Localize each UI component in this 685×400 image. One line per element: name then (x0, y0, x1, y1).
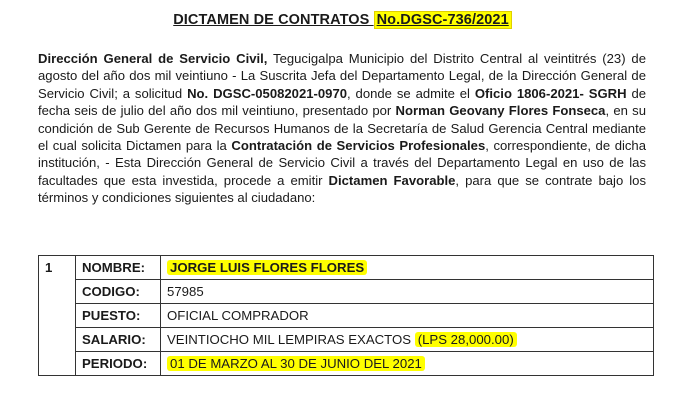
body-bold-3: Oficio 1806-2021- SGRH (474, 85, 627, 101)
body-text-5: , correspondiente, de dicha institución, - Esta Dirección General de Servicio Civil a través del Departamento Legal en uso de las facultades que esta investida, procede a emitir (38, 138, 646, 188)
table-row (39, 256, 654, 280)
label-codigo: CODIGO: (76, 280, 161, 304)
nombre-highlight: JORGE LUIS FLORES FLORES (167, 260, 367, 275)
value-codigo: 57985 (161, 280, 654, 304)
table-row (39, 304, 654, 328)
row-number: 1 (39, 256, 76, 376)
body-bold-2: No. DGSC-05082021-0970 (187, 85, 348, 101)
salario-highlight: (LPS 28,000.00) (415, 332, 517, 347)
body-bold-5: Contratación de Servicios Profesionales (231, 138, 486, 154)
value-nombre (161, 256, 654, 280)
body-text-4: , en su condición de Sub Gerente de Recursos Humanos de la Secretaría de Salud Gerencia Central mediante el cual solicita Dictamen para la (38, 103, 646, 154)
label-periodo: PERIODO: (76, 352, 161, 376)
title-number: No.DGSC-736/2021 (374, 11, 512, 29)
table-row (39, 352, 654, 376)
value-periodo (161, 352, 654, 376)
body-paragraph (38, 50, 646, 207)
body-bold-6: Dictamen Favorable (328, 172, 456, 188)
value-puesto: OFICIAL COMPRADOR (161, 304, 654, 328)
body-text-6: , para que se contrate bajo los términos y condiciones siguientes al ciudadano: (38, 172, 647, 206)
label-nombre: NOMBRE: (76, 256, 161, 280)
value-salario (161, 328, 654, 352)
label-puesto: PUESTO: (76, 304, 161, 328)
body-bold-4: Norman Geovany Flores Fonseca (395, 103, 606, 119)
body-text-1: Tegucigalpa Municipio del Distrito Central al veintitrés (23) de agosto del año dos mil veintiuno - La Suscrita Jefa del Departamento Legal, de la Dirección General de Servicio Civil; a solicitud (38, 51, 646, 101)
body-bold-1: Dirección General de Servicio Civil, (38, 51, 268, 66)
document-title (0, 12, 685, 28)
contract-details-table (38, 255, 654, 376)
salario-text: VEINTIOCHO MIL LEMPIRAS EXACTOS (167, 332, 415, 347)
title-prefix: DICTAMEN DE CONTRATOS (173, 12, 374, 28)
table-row (39, 328, 654, 352)
body-text-2: , donde se admite el (347, 85, 475, 101)
table-row (39, 280, 654, 304)
periodo-highlight: 01 DE MARZO AL 30 DE JUNIO DEL 2021 (167, 356, 425, 371)
body-text-3: de fecha seis de julio del año dos mil veintiuno, presentado por (38, 85, 647, 119)
label-salario: SALARIO: (76, 328, 161, 352)
